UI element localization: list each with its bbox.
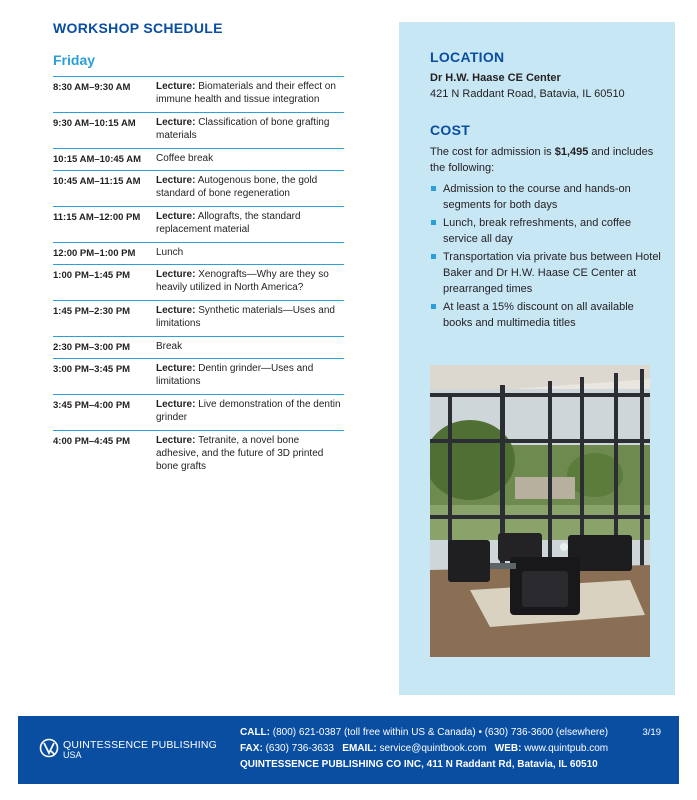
list-item-text: Lunch, break refreshments, and coffee service all day [443,217,632,245]
cost-intro-before: The cost for admission is [430,146,555,158]
list-item-text: At least a 15% discount on all available books and multimedia titles [443,301,634,329]
page-code: 3/19 [642,727,661,738]
email-label: EMAIL: [342,743,377,754]
session-text: Live demonstration of the dentin grinder [156,399,341,423]
bullet-square-icon [431,254,436,259]
schedule-desc [156,304,344,332]
company-address-line: QUINTESSENCE PUBLISHING CO INC, 411 N Raddant Rd, Batavia, IL 60510 [240,759,598,770]
schedule-desc [156,116,344,144]
session-type: Lecture: [156,175,196,186]
schedule-time: 12:00 PM–1:00 PM [53,248,136,259]
schedule-time: 9:30 AM–10:15 AM [53,118,136,129]
session-text: Synthetic materials—Uses and limitations [156,305,335,329]
schedule-row [53,113,344,149]
schedule-time: 3:45 PM–4:00 PM [53,400,131,411]
schedule-desc [156,246,344,260]
footer-contact-line [240,743,608,754]
location-name: Dr H.W. Haase CE Center [430,72,561,84]
schedule-row [53,243,344,265]
list-item-text: Admission to the course and hands-on segments for both days [443,183,631,211]
schedule-row [53,337,344,359]
schedule-time: 8:30 AM–9:30 AM [53,82,131,93]
session-text: Biomaterials and their effect on immune health and tissue integration [156,81,336,105]
session-type: Lecture: [156,81,196,92]
schedule-desc [156,398,344,426]
schedule-desc [156,340,344,354]
session-type: Lecture: [156,363,196,374]
schedule-row [53,359,344,395]
session-type: Lecture: [156,435,196,446]
info-panel [399,22,675,695]
schedule-time: 11:15 AM–12:00 PM [53,212,141,223]
session-text: Xenografts—Why are they so heavily utilized in North America? [156,269,329,293]
cost-includes-list [430,181,665,333]
bullet-square-icon [431,186,436,191]
session-text: Classification of bone grafting materials [156,117,330,141]
session-type: Lecture: [156,117,196,128]
quintessence-logo-icon [39,738,59,758]
session-text: Allografts, the standard replacement material [156,211,301,235]
schedule-desc [156,174,344,202]
session-type: Lecture: [156,399,196,410]
session-text: Coffee break [156,153,214,164]
cost-intro [430,144,660,176]
schedule-row [53,77,344,113]
cost-intro-after: and includes the following: [430,146,654,174]
schedule-time: 3:00 PM–3:45 PM [53,364,131,375]
session-text: Autogenous bone, the gold standard of bone regeneration [156,175,318,199]
schedule-desc [156,268,344,296]
call-label: CALL: [240,727,270,738]
schedule-day: Friday [53,52,96,68]
schedule-row [53,395,344,431]
web-label: WEB: [494,743,522,754]
session-text: Lunch [156,247,184,258]
venue-lounge-photo [430,365,650,657]
schedule-time: 1:00 PM–1:45 PM [53,270,131,281]
brand-name: QUINTESSENCE PUBLISHING [63,739,217,751]
schedule-row [53,301,344,337]
schedule-desc [156,210,344,238]
session-text: Dentin grinder—Uses and limitations [156,363,314,387]
session-type: Lecture: [156,269,196,280]
schedule-desc [156,434,344,473]
list-item-text: Transportation via private bus between Hotel Baker and Dr H.W. Haase CE Center at prearranged times [443,251,661,295]
location-address: 421 N Raddant Road, Batavia, IL 60510 [430,88,625,100]
schedule-row [53,265,344,301]
list-item [430,249,665,297]
bullet-square-icon [431,220,436,225]
venue-photo-illustration [430,365,650,657]
schedule-desc [156,152,344,166]
schedule-time: 1:45 PM–2:30 PM [53,306,131,317]
session-text: Tetranite, a novel bone adhesive, and the future of 3D printed bone grafts [156,435,324,472]
schedule-time: 2:30 PM–3:00 PM [53,342,131,353]
bullet-square-icon [431,304,436,309]
footer-bar [18,716,679,784]
schedule-title: WORKSHOP SCHEDULE [53,20,223,36]
schedule-row [53,149,344,171]
session-type: Lecture: [156,211,196,222]
session-text: Break [156,341,183,352]
cost-amount: $1,495 [554,146,589,158]
email-link[interactable]: service@quintbook.com [379,743,487,754]
fax-text: (630) 736-3633 [265,743,334,754]
cost-heading: COST [430,122,471,138]
schedule-row [53,207,344,243]
fax-label: FAX: [240,743,263,754]
list-item [430,181,665,213]
list-item [430,215,665,247]
call-text: (800) 621-0387 (toll free within US & Canada) • (630) 736-3600 (elsewhere) [272,727,609,738]
schedule-row [53,171,344,207]
schedule-desc [156,80,344,108]
brand-region: USA [63,750,82,760]
session-type: Lecture: [156,305,196,316]
schedule-row [53,431,344,477]
list-item [430,299,665,331]
web-link[interactable]: www.quintpub.com [524,743,609,754]
schedule-desc [156,362,344,390]
location-heading: LOCATION [430,49,505,65]
schedule-time: 10:15 AM–10:45 AM [53,154,142,165]
schedule-table [53,76,344,477]
footer-call-line [240,727,608,738]
schedule-time: 10:45 AM–11:15 AM [53,176,141,187]
schedule-time: 4:00 PM–4:45 PM [53,436,131,447]
